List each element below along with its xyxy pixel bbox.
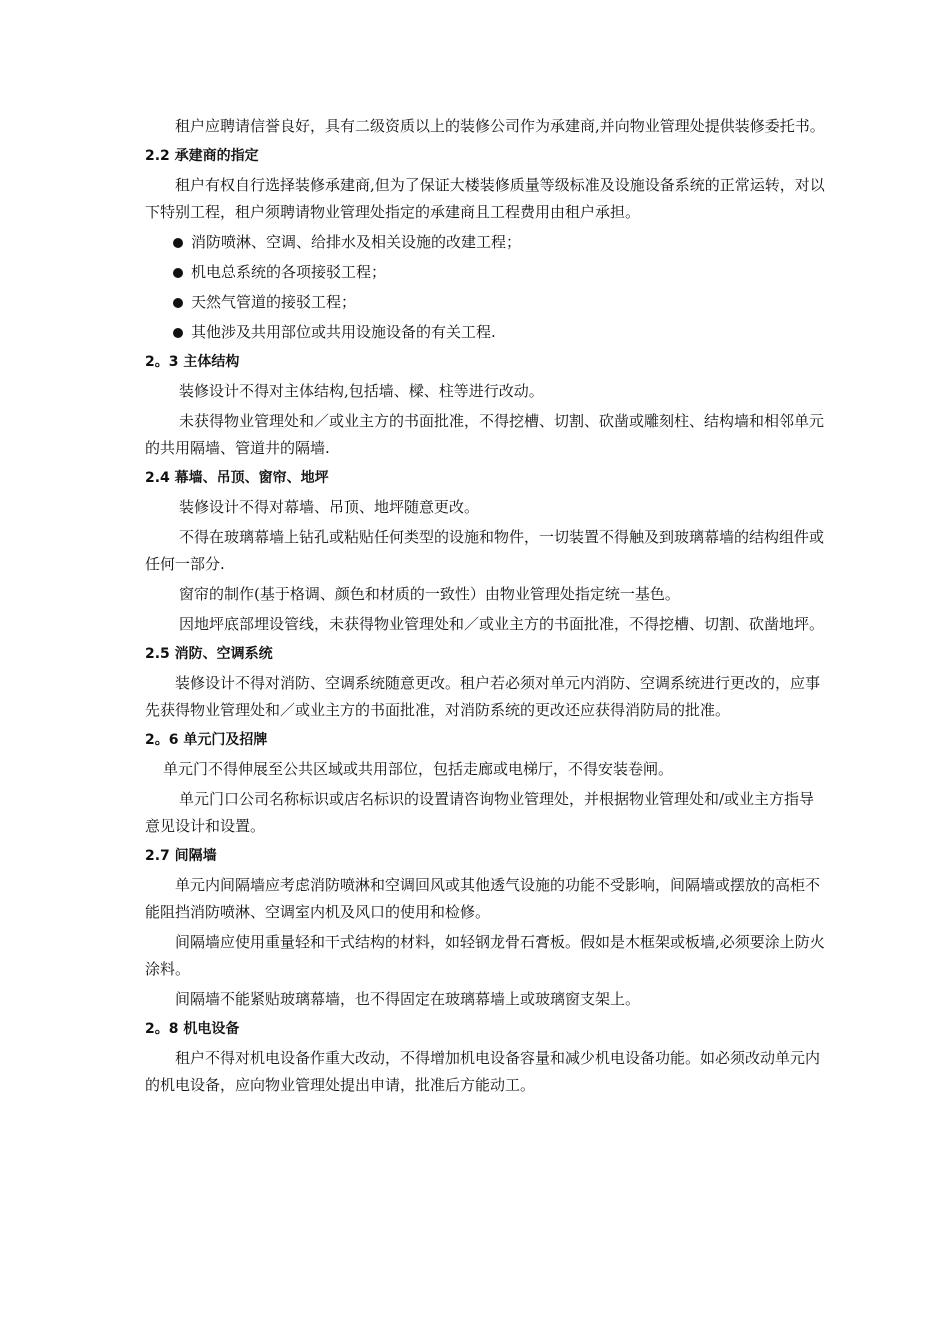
section-2-3-heading: 2。3 主体结构 bbox=[145, 354, 240, 370]
bullet-item bbox=[145, 289, 825, 316]
section-2-7-paragraph: 间隔墙不能紧贴玻璃幕墙，也不得固定在玻璃幕墙上或玻璃窗支架上。 bbox=[175, 990, 641, 1008]
section-2-2-heading: 2.2 承建商的指定 bbox=[145, 148, 259, 164]
section-2-8-heading: 2。8 机电设备 bbox=[145, 1021, 240, 1037]
document-body bbox=[145, 113, 825, 1102]
section-2-3-paragraph: 装修设计不得对主体结构,包括墙、樑、柱等进行改动。 bbox=[179, 382, 544, 400]
bullet-dot-icon bbox=[173, 238, 183, 248]
bullet-text: 其他涉及共用部位或共用设施设备的有关工程. bbox=[191, 323, 496, 341]
section-2-2-paragraph: 租户有权自行选择装修承建商,但为了保证大楼装修质量等级标准及设施设备系统的正常运转，对以下特别工程，租户须聘请物业管理处指定的承建商且工程费用由租户承担。 bbox=[145, 176, 825, 221]
bullet-text: 消防喷淋、空调、给排水及相关设施的改建工程； bbox=[191, 233, 522, 251]
section-2-7-heading: 2.7 间隔墙 bbox=[145, 848, 217, 864]
section-2-6-heading: 2。6 单元门及招牌 bbox=[145, 732, 268, 748]
bullet-dot-icon bbox=[173, 298, 183, 308]
section-2-4-paragraph: 装修设计不得对幕墙、吊顶、地坪随意更改。 bbox=[179, 498, 480, 516]
section-2-4-heading: 2.4 幕墙、吊顶、窗帘、地坪 bbox=[145, 470, 329, 486]
section-2-4-paragraph: 窗帘的制作(基于格调、颜色和材质的一致性）由物业管理处指定统一基色。 bbox=[179, 585, 680, 603]
section-2-7-paragraph: 单元内间隔墙应考虑消防喷淋和空调回风或其他透气设施的功能不受影响，间隔墙或摆放的高柜不能阻挡消防喷淋、空调室内机及风口的使用和检修。 bbox=[145, 876, 821, 921]
bullet-text: 天然气管道的接驳工程； bbox=[191, 293, 357, 311]
section-2-8-paragraph: 租户不得对机电设备作重大改动，不得增加机电设备容量和减少机电设备功能。如必须改动单元内的机电设备，应向物业管理处提出申请，批准后方能动工。 bbox=[145, 1049, 821, 1094]
section-2-5-heading: 2.5 消防、空调系统 bbox=[145, 646, 273, 662]
section-2-5-paragraph: 装修设计不得对消防、空调系统随意更改。租户若必须对单元内消防、空调系统进行更改的，应事先获得物业管理处和／或业主方的书面批准，对消防系统的更改还应获得消防局的批准。 bbox=[145, 674, 821, 719]
bullet-item bbox=[145, 319, 825, 346]
bullet-dot-icon bbox=[173, 268, 183, 278]
section-2-6-paragraph: 单元门不得伸展至公共区域或共用部位，包括走廊或电梯厅，不得安装卷闸。 bbox=[163, 760, 674, 778]
section-2-4-paragraph: 因地坪底部埋设管线，未获得物业管理处和／或业主方的书面批准，不得挖槽、切割、砍凿地坪。 bbox=[179, 615, 825, 633]
bullet-dot-icon bbox=[173, 328, 183, 338]
section-2-3-paragraph: 未获得物业管理处和／或业主方的书面批准，不得挖槽、切割、砍凿或雕刻柱、结构墙和相邻单元的共用隔墙、管道井的隔墙. bbox=[145, 412, 825, 457]
section-2-7-paragraph: 间隔墙应使用重量轻和干式结构的材料，如轻钢龙骨石膏板。假如是木框架或板墙,必须要涂上防火涂料。 bbox=[145, 933, 825, 978]
section-2-4-paragraph: 不得在玻璃幕墙上钻孔或粘贴任何类型的设施和物件，一切装置不得触及到玻璃幕墙的结构组件或任何一部分. bbox=[145, 528, 825, 573]
section-2-6-paragraph: 单元门口公司名称标识或店名标识的设置请咨询物业管理处，并根据物业管理处和/或业主方指导意见设计和设置。 bbox=[145, 790, 815, 835]
bullet-item bbox=[145, 229, 825, 256]
section-2-1-paragraph: 租户应聘请信誉良好，具有二级资质以上的装修公司作为承建商,并向物业管理处提供装修委托书。 bbox=[175, 117, 825, 135]
bullet-item bbox=[145, 259, 825, 286]
bullet-text: 机电总系统的各项接驳工程； bbox=[191, 263, 387, 281]
